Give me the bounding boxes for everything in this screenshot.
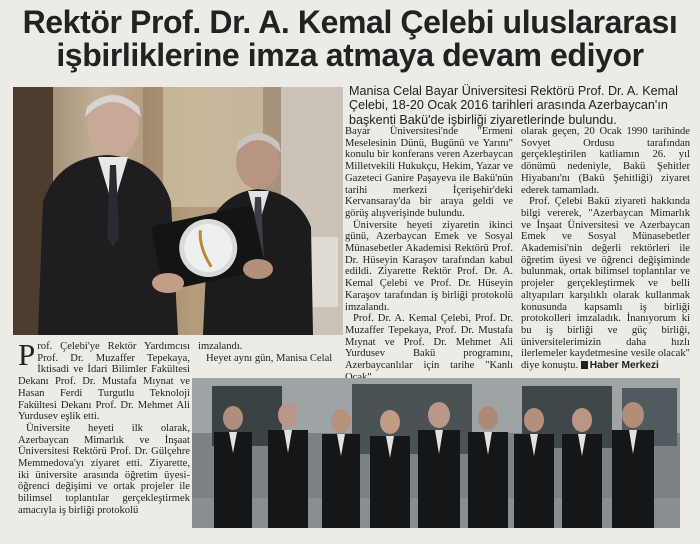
lead-line-3: başkenti Bakü'de işbirliği ziyaretlerinde bulundu. bbox=[349, 112, 617, 127]
column-1-paragraph-2: Üniversite heyeti ilk olarak, Azerbaycan Mimarlık ve İnşaat Üniversitesi Rektörü Prof. Dr. Gülçehre Memmedova'yı ziyaret etti. Ziyarette, iki üniversite arasında öğretim üyesi-öğrenci değişimi ve ortak projeler ile bilimsel toplantılar gerçekleştirmek amacıyla iş birliği protokolü bbox=[18, 422, 190, 516]
headline bbox=[10, 6, 690, 72]
article-column-1 bbox=[18, 337, 190, 517]
byline-text: Haber Merkezi bbox=[589, 360, 659, 372]
article-column-3 bbox=[521, 126, 690, 372]
article-column-2 bbox=[345, 126, 513, 383]
column-1b-paragraph-2: Heyet aynı gün, Manisa Celal bbox=[206, 352, 333, 364]
column-1b-paragraph-1: imzalandı. bbox=[198, 341, 243, 352]
article-column-1b bbox=[198, 341, 338, 364]
column-1-text-1: rof. Çelebi'ye Rektör Yardımcısı Prof. Dr. Muzaffer Tepekaya, İktisadi ve İdari Bilimler Fakültesi Dekanı Prof. Dr. Mustafa Mıynat ve Hasan Ferdi Turgutlu Teknoloji Fakültesi Dekanı Prof. Dr. Mehmet Ali Yurdusev eşlik etti. bbox=[18, 341, 190, 423]
headline-line-1: Rektör Prof. Dr. A. Kemal Çelebi uluslararası bbox=[22, 4, 678, 40]
column-3-paragraph-1: olarak geçen, 20 Ocak 1990 tarihinde Sovyet Ordusu tarafından gerçekleştirilen katliamın 26. yıl dönümü nedeniyle, Bakü Şehitler Hiyabanı'nı (Bakü Şehitliği) ziyaret ederek tamamladı. bbox=[521, 126, 690, 196]
drop-cap: P bbox=[18, 337, 36, 372]
plaque-ceremony-photo bbox=[13, 87, 343, 335]
column-2-paragraph-3: Prof. Dr. A. Kemal Çelebi, Prof. Dr. Muzaffer Tepekaya, Prof. Dr. Mustafa Mıynat ve Prof. Dr. Mehmet Ali Yurdusev Bakü programını, Azerbaycanlılar için tarihe "Kanlı bbox=[345, 313, 513, 372]
byline-square-icon bbox=[581, 361, 588, 369]
column-3-paragraph-2 bbox=[521, 196, 690, 372]
delegation-group-photo bbox=[192, 378, 680, 528]
byline bbox=[581, 360, 659, 371]
column-2-paragraph-1: Bayar Üniversitesi'nde "Ermeni Meselesinin Dünü, Bugünü ve Yarını" konulu bir konferans veren Azerbaycan Milletvekili Hukukçu, Hekim, Yazar ve Gazeteci Ganire Paşayeva ile Bakü'nün tarihi merkezi İçerişehir'deki Kervansaray'da bir araya geldi ve görüş alışverişinde bulundu. bbox=[345, 126, 513, 219]
lead-line-2: Çelebi, 18-20 Ocak 2016 tarihleri arasında Azerbaycan'ın bbox=[349, 98, 668, 113]
column-3-quote: Prof. Çelebi Bakü ziyareti hakkında bilgi vererek, "Azerbaycan Mimarlık ve İnşaat Üniversitesi ve Azerbaycan Emek ve Sosyal Münasebetler Akademisi'nin değerli rektörleri ile öğretim üyesi ve öğrenci değişiminde bulunmak, ortak bilimsel toplantılar ve projeler gerçekleştirmek ve belli altyapıları karşılıklı olarak kullanmak konusunda kapsamlı iş birliği protokolleri imzaladık. İnanıyorum ki bu iş birliği ve güç birliği, üniversitelerimizin daha hızlı ilerlemeler kaydetmesine vesile olacak" diye konuştu. bbox=[521, 196, 690, 372]
column-2-paragraph-2: Üniversite heyeti ziyaretin ikinci günü, Azerbaycan Emek ve Sosyal Münasebetler Akademisi Rektörü Prof. Dr. Hüseyin Karaşov tarafından kabul edildi. Ziyarette Rektör Prof. Dr. A. Kemal Çelebi ve Prof. Dr. Hüseyin Karaşov tarafından iş birliği protokolü imzalandı. bbox=[345, 219, 513, 313]
lead-line-1: Manisa Celal Bayar Üniversitesi Rektörü Prof. Dr. A. Kemal bbox=[349, 84, 678, 98]
lead-paragraph bbox=[349, 84, 689, 127]
column-1-paragraph-1 bbox=[18, 337, 190, 423]
headline-line-2: işbirliklerine imza atmaya devam ediyor bbox=[56, 37, 644, 73]
